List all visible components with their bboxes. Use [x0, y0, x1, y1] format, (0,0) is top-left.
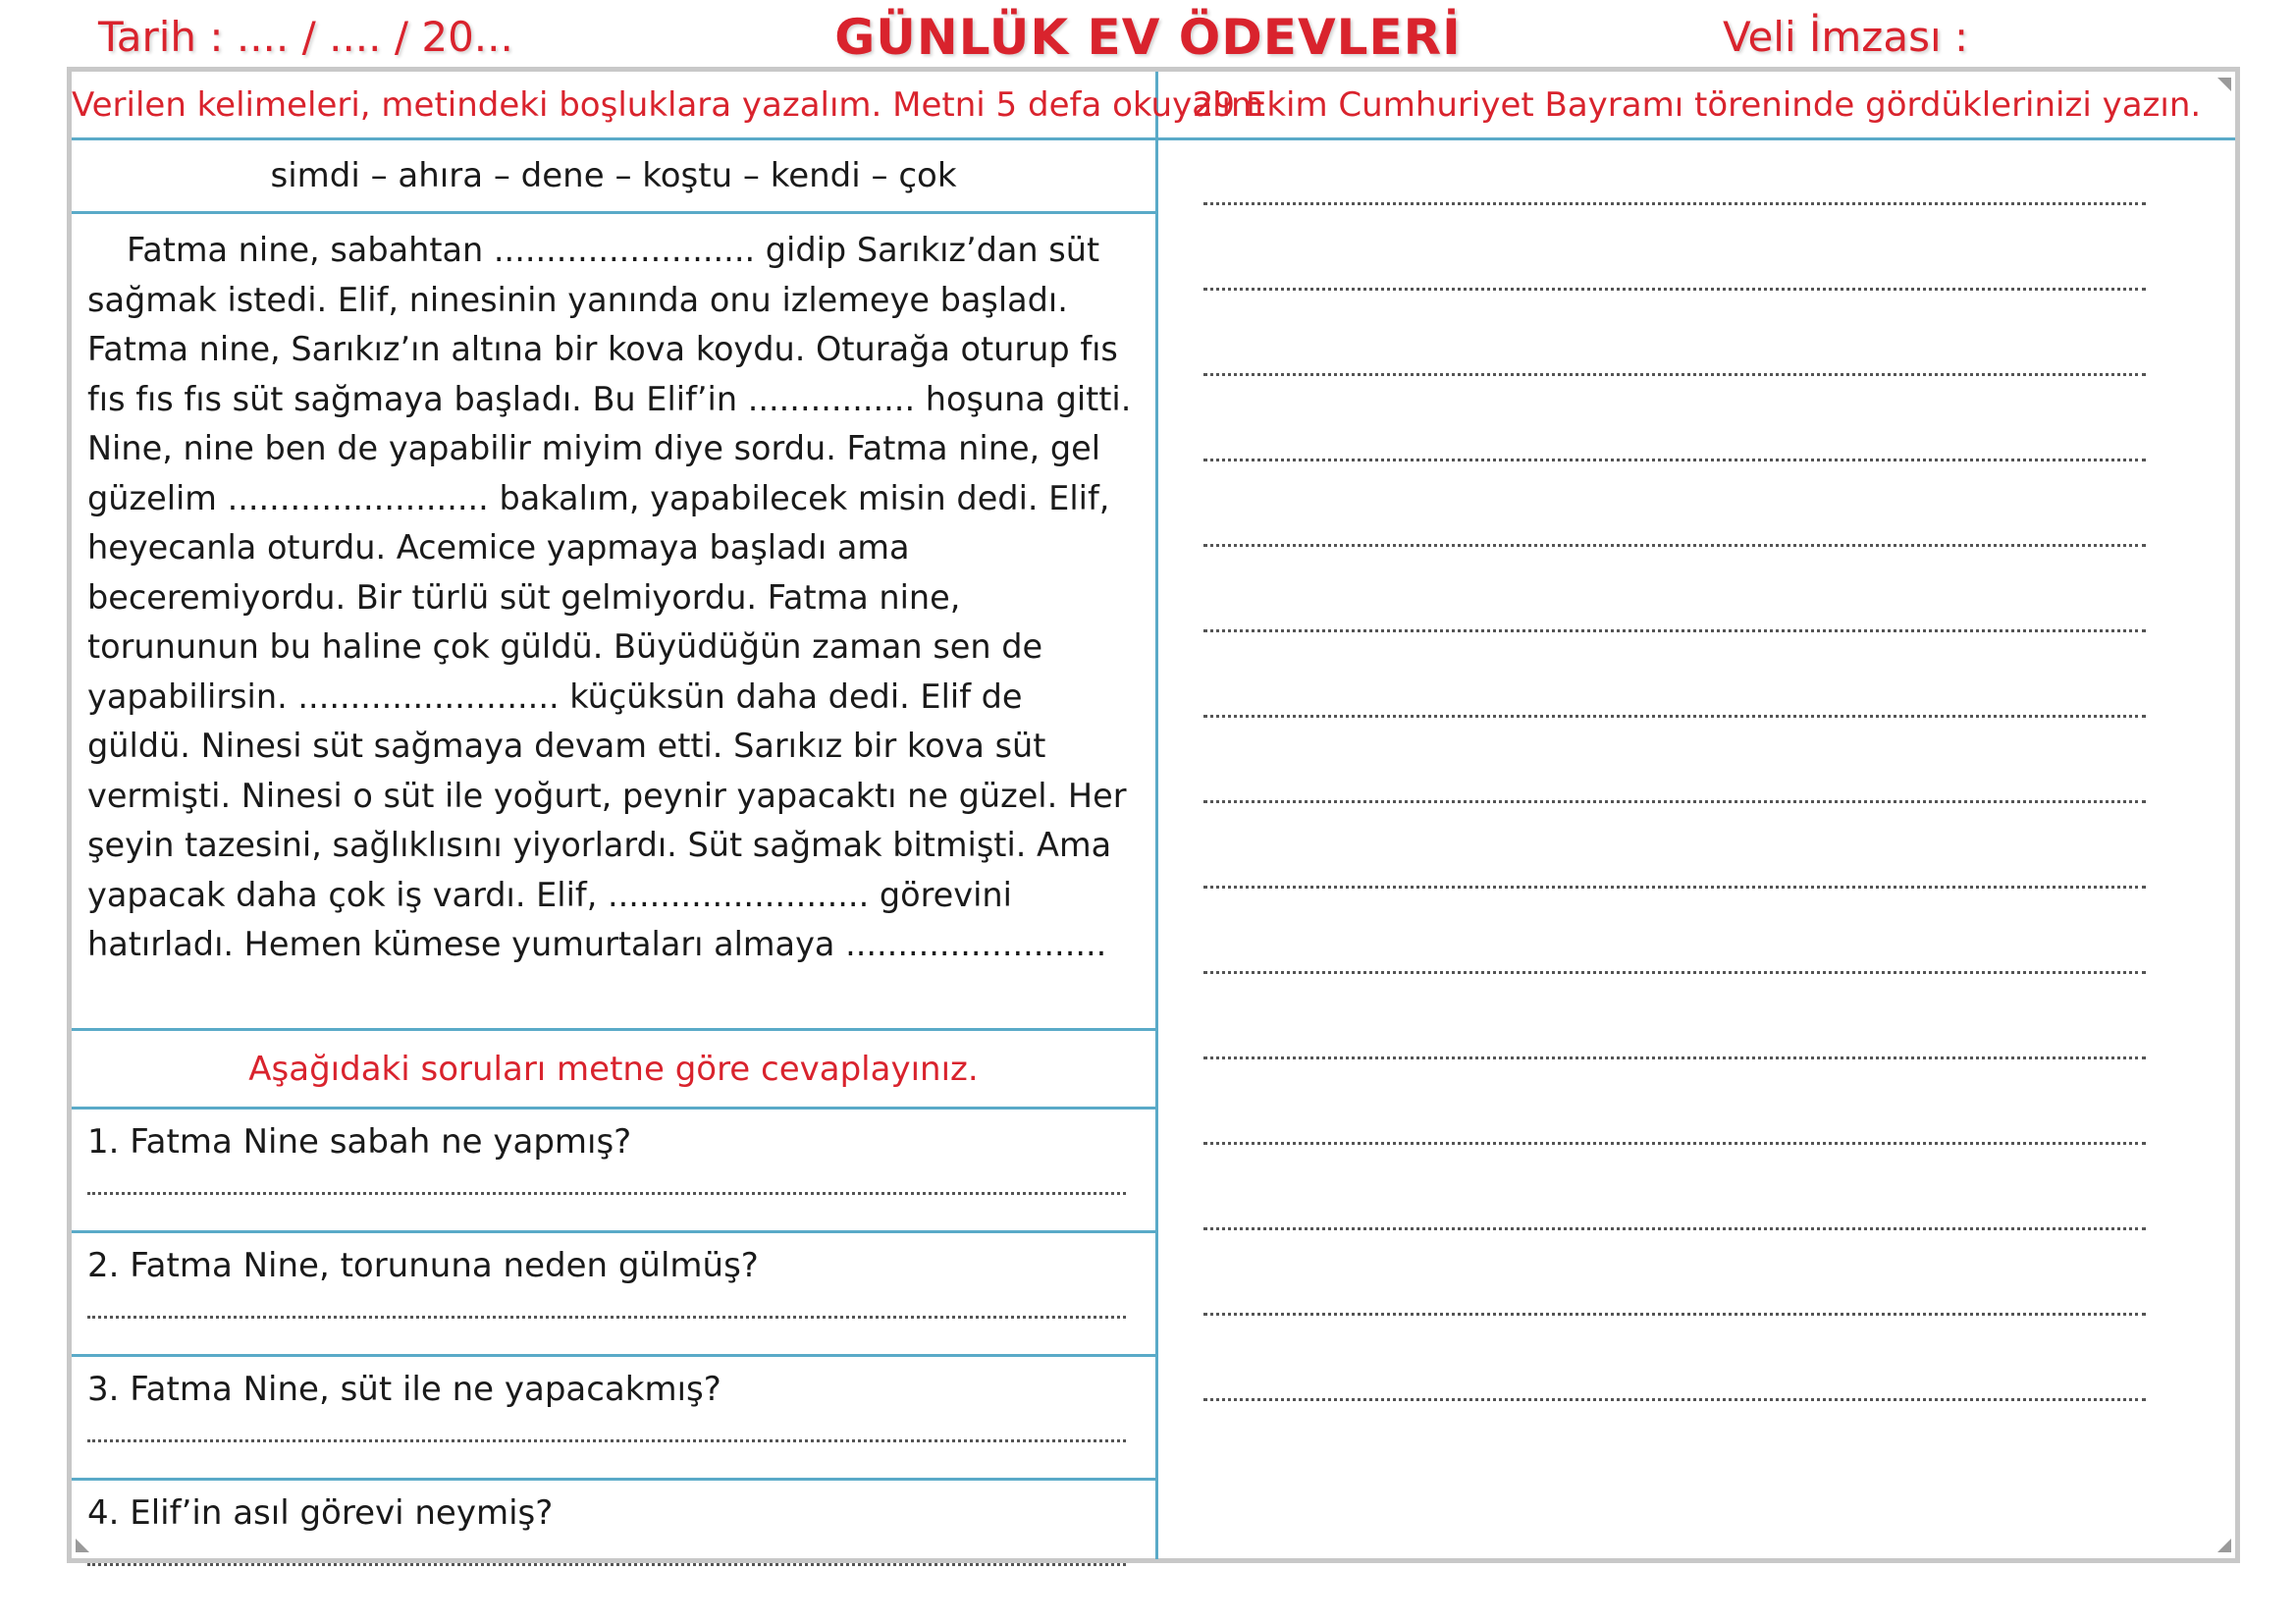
writing-line[interactable]: [1203, 1227, 2146, 1230]
question-text: 3. Fatma Nine, süt ile ne yapacakmış?: [87, 1370, 721, 1409]
writing-line[interactable]: [1203, 1142, 2146, 1145]
writing-line[interactable]: [1203, 800, 2146, 803]
writing-line[interactable]: [1203, 886, 2146, 889]
writing-line[interactable]: [1203, 202, 2146, 205]
writing-line[interactable]: [1203, 1313, 2146, 1316]
question-item: [72, 1357, 1155, 1481]
answer-line[interactable]: [87, 1192, 1126, 1195]
question-item: [72, 1110, 1155, 1233]
answer-line[interactable]: [87, 1316, 1126, 1319]
answer-line[interactable]: [87, 1563, 1126, 1566]
parent-signature-label: Veli İmzası :: [1723, 13, 1969, 61]
writing-line[interactable]: [1203, 544, 2146, 547]
writing-instruction: 29 Ekim Cumhuriyet Bayramı töreninde gördüklerinizi yazın.: [1158, 72, 2235, 140]
writing-line[interactable]: [1203, 1398, 2146, 1401]
question-text: 4. Elif’in asıl görevi neymiş?: [87, 1493, 554, 1533]
writing-column: [1158, 72, 2235, 1559]
writing-line[interactable]: [1203, 629, 2146, 632]
writing-line[interactable]: [1203, 373, 2146, 376]
story-text: Fatma nine, sabahtan ......................... gidip Sarıkız’dan süt sağmak istedi. Elif, ninesinin yanında onu izlemeye başladı. Fatma nine, Sarıkız’ın altına bir kova koydu. Oturağa oturup fıs fıs fıs fıs süt sağmaya başladı. Bu Elif’in ................ hoşuna gitti. Nine, nine ben de yapabilir miyim diye sordu. Fatma nine, gel güzelim ......................... bakalım, yapabilecek misin dedi. Elif, heyecanla oturdu. Acemice yapmaya başladı ama beceremiyordu. Bir türlü süt gelmiyordu. Fatma nine, torununun bu haline çok güldü. Büyüdüğün zaman sen de yapabilirsin. ......................... küçüksün daha dedi. Elif de güldü. Ninesi süt sağmaya devam etti. Sarıkız bir kova süt vermişti. Ninesi o süt ile yoğurt, peynir yapacaktı ne güzel. Her şeyin tazesini, sağlıklısını yiyorlardı. Süt sağmak bitmişti. Ama yapacak daha çok iş vardı. Elif, ......................... görevini hatırladı. Hemen kümese yumurtaları almaya .........................: [87, 231, 1132, 963]
writing-line[interactable]: [1203, 1056, 2146, 1059]
date-label: Tarih : .... / .... / 20...: [98, 13, 513, 61]
writing-line[interactable]: [1203, 459, 2146, 461]
writing-line[interactable]: [1203, 971, 2146, 974]
question-item: [72, 1481, 1155, 1604]
reading-column: [72, 72, 1264, 1559]
writing-line[interactable]: [1203, 288, 2146, 291]
word-bank: simdi – ahıra – dene – koştu – kendi – çok: [72, 140, 1155, 214]
writing-line[interactable]: [1203, 715, 2146, 718]
page-title: GÜNLÜK EV ÖDEVLERİ: [834, 9, 1462, 66]
answer-line[interactable]: [87, 1439, 1126, 1442]
question-text: 1. Fatma Nine sabah ne yapmış?: [87, 1122, 632, 1162]
story-passage: [72, 214, 1155, 1031]
question-text: 2. Fatma Nine, torununa neden gülmüş?: [87, 1246, 759, 1285]
question-item: [72, 1233, 1155, 1357]
reading-instruction: Verilen kelimeleri, metindeki boşluklara yazalım. Metni 5 defa okuyalım: [72, 72, 1155, 140]
questions-heading: Aşağıdaki soruları metne göre cevaplayınız.: [72, 1031, 1155, 1110]
